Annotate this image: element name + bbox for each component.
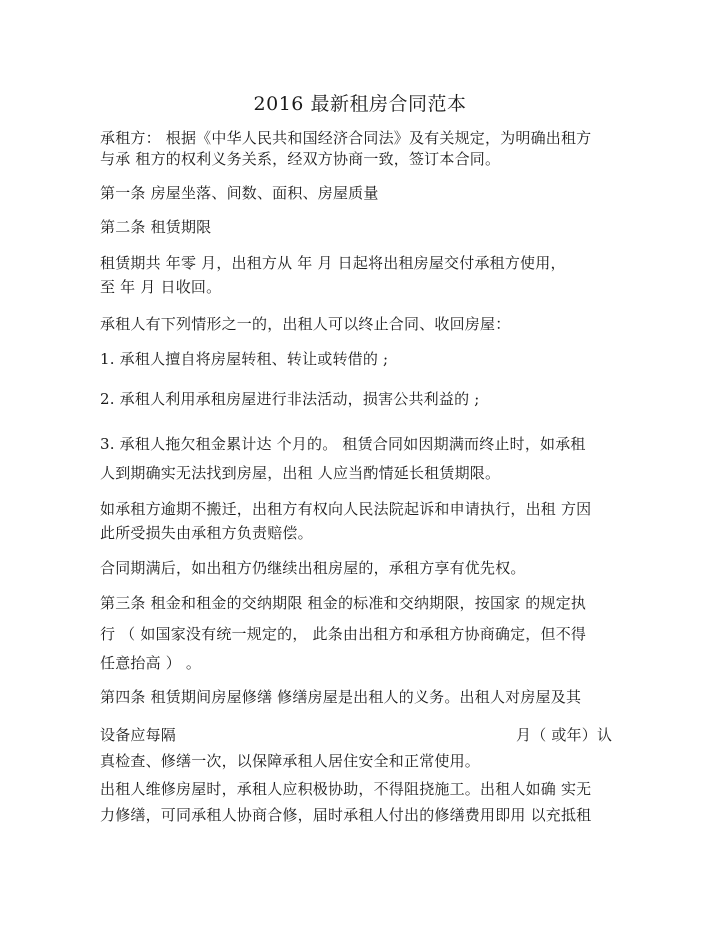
article-3-line-1: 第三条 租金和租金的交纳期限 租金的标准和交纳期限，按国家 的规定执: [100, 594, 587, 612]
article-4-line-2-left: 设备应每隔: [100, 726, 177, 744]
term-line-2: 至 年 月 日收回。: [100, 278, 222, 296]
termination-item-1: 1. 承租人擅自将房屋转租、转让或转借的 ;: [100, 350, 389, 368]
termination-item-3-line-2: 人到期确实无法找到房屋，出租 人应当酌情延长租赁期限。: [100, 464, 501, 482]
article-3-line-2: 行 （ 如国家没有统一规定的， 此条由出租方和承租方协商确定，但不得: [100, 625, 587, 643]
termination-intro: 承租人有下列情形之一的，出租人可以终止合同、收回房屋：: [100, 315, 511, 333]
intro-line-1: 承租方： 根据《中华人民共和国经济合同法》及有关规定，为明确出租方: [100, 129, 592, 147]
overdue-line-1: 如承租方逾期不搬迁，出租方有权向人民法院起诉和申请执行，出租 方因: [100, 500, 592, 518]
article-2-heading: 第二条 租赁期限: [100, 218, 212, 236]
priority-right-line: 合同期满后，如出租方仍继续出租房屋的，承租方享有优先权。: [100, 559, 526, 577]
article-1-heading: 第一条 房屋坐落、间数、面积、房屋质量: [100, 184, 379, 202]
article-4-line-2-right: 月（ 或年）认: [516, 726, 613, 744]
repair-line-1: 出租人维修房屋时，承租人应积极协助，不得阻挠施工。出租人如确 实无: [100, 780, 592, 798]
article-4-line-3: 真检查、修缮一次，以保障承租人居住安全和正常使用。: [100, 752, 481, 770]
article-3-line-3: 任意抬高 ） 。: [100, 654, 202, 672]
termination-item-3-line-1: 3. 承租人拖欠租金累计达 个月的。 租赁合同如因期满而终止时，如承租: [100, 435, 586, 453]
termination-item-2: 2. 承租人利用承租房屋进行非法活动，损害公共利益的 ;: [100, 390, 480, 408]
overdue-line-2: 此所受损失由承租方负责赔偿。: [100, 524, 313, 542]
term-line-1: 租赁期共 年零 月，出租方从 年 月 日起将出租房屋交付承租方使用，: [100, 254, 566, 272]
document-title: 2016 最新租房合同范本: [253, 93, 467, 115]
article-4-line-1: 第四条 租赁期间房屋修缮 修缮房屋是出租人的义务。出租人对房屋及其: [100, 688, 582, 706]
repair-line-2: 力修缮，可同承租人协商合修，届时承租人付出的修缮费用即用 以充抵租: [100, 806, 592, 824]
intro-line-2: 与承 租方的权利义务关系，经双方协商一致，签订本合同。: [100, 150, 501, 168]
